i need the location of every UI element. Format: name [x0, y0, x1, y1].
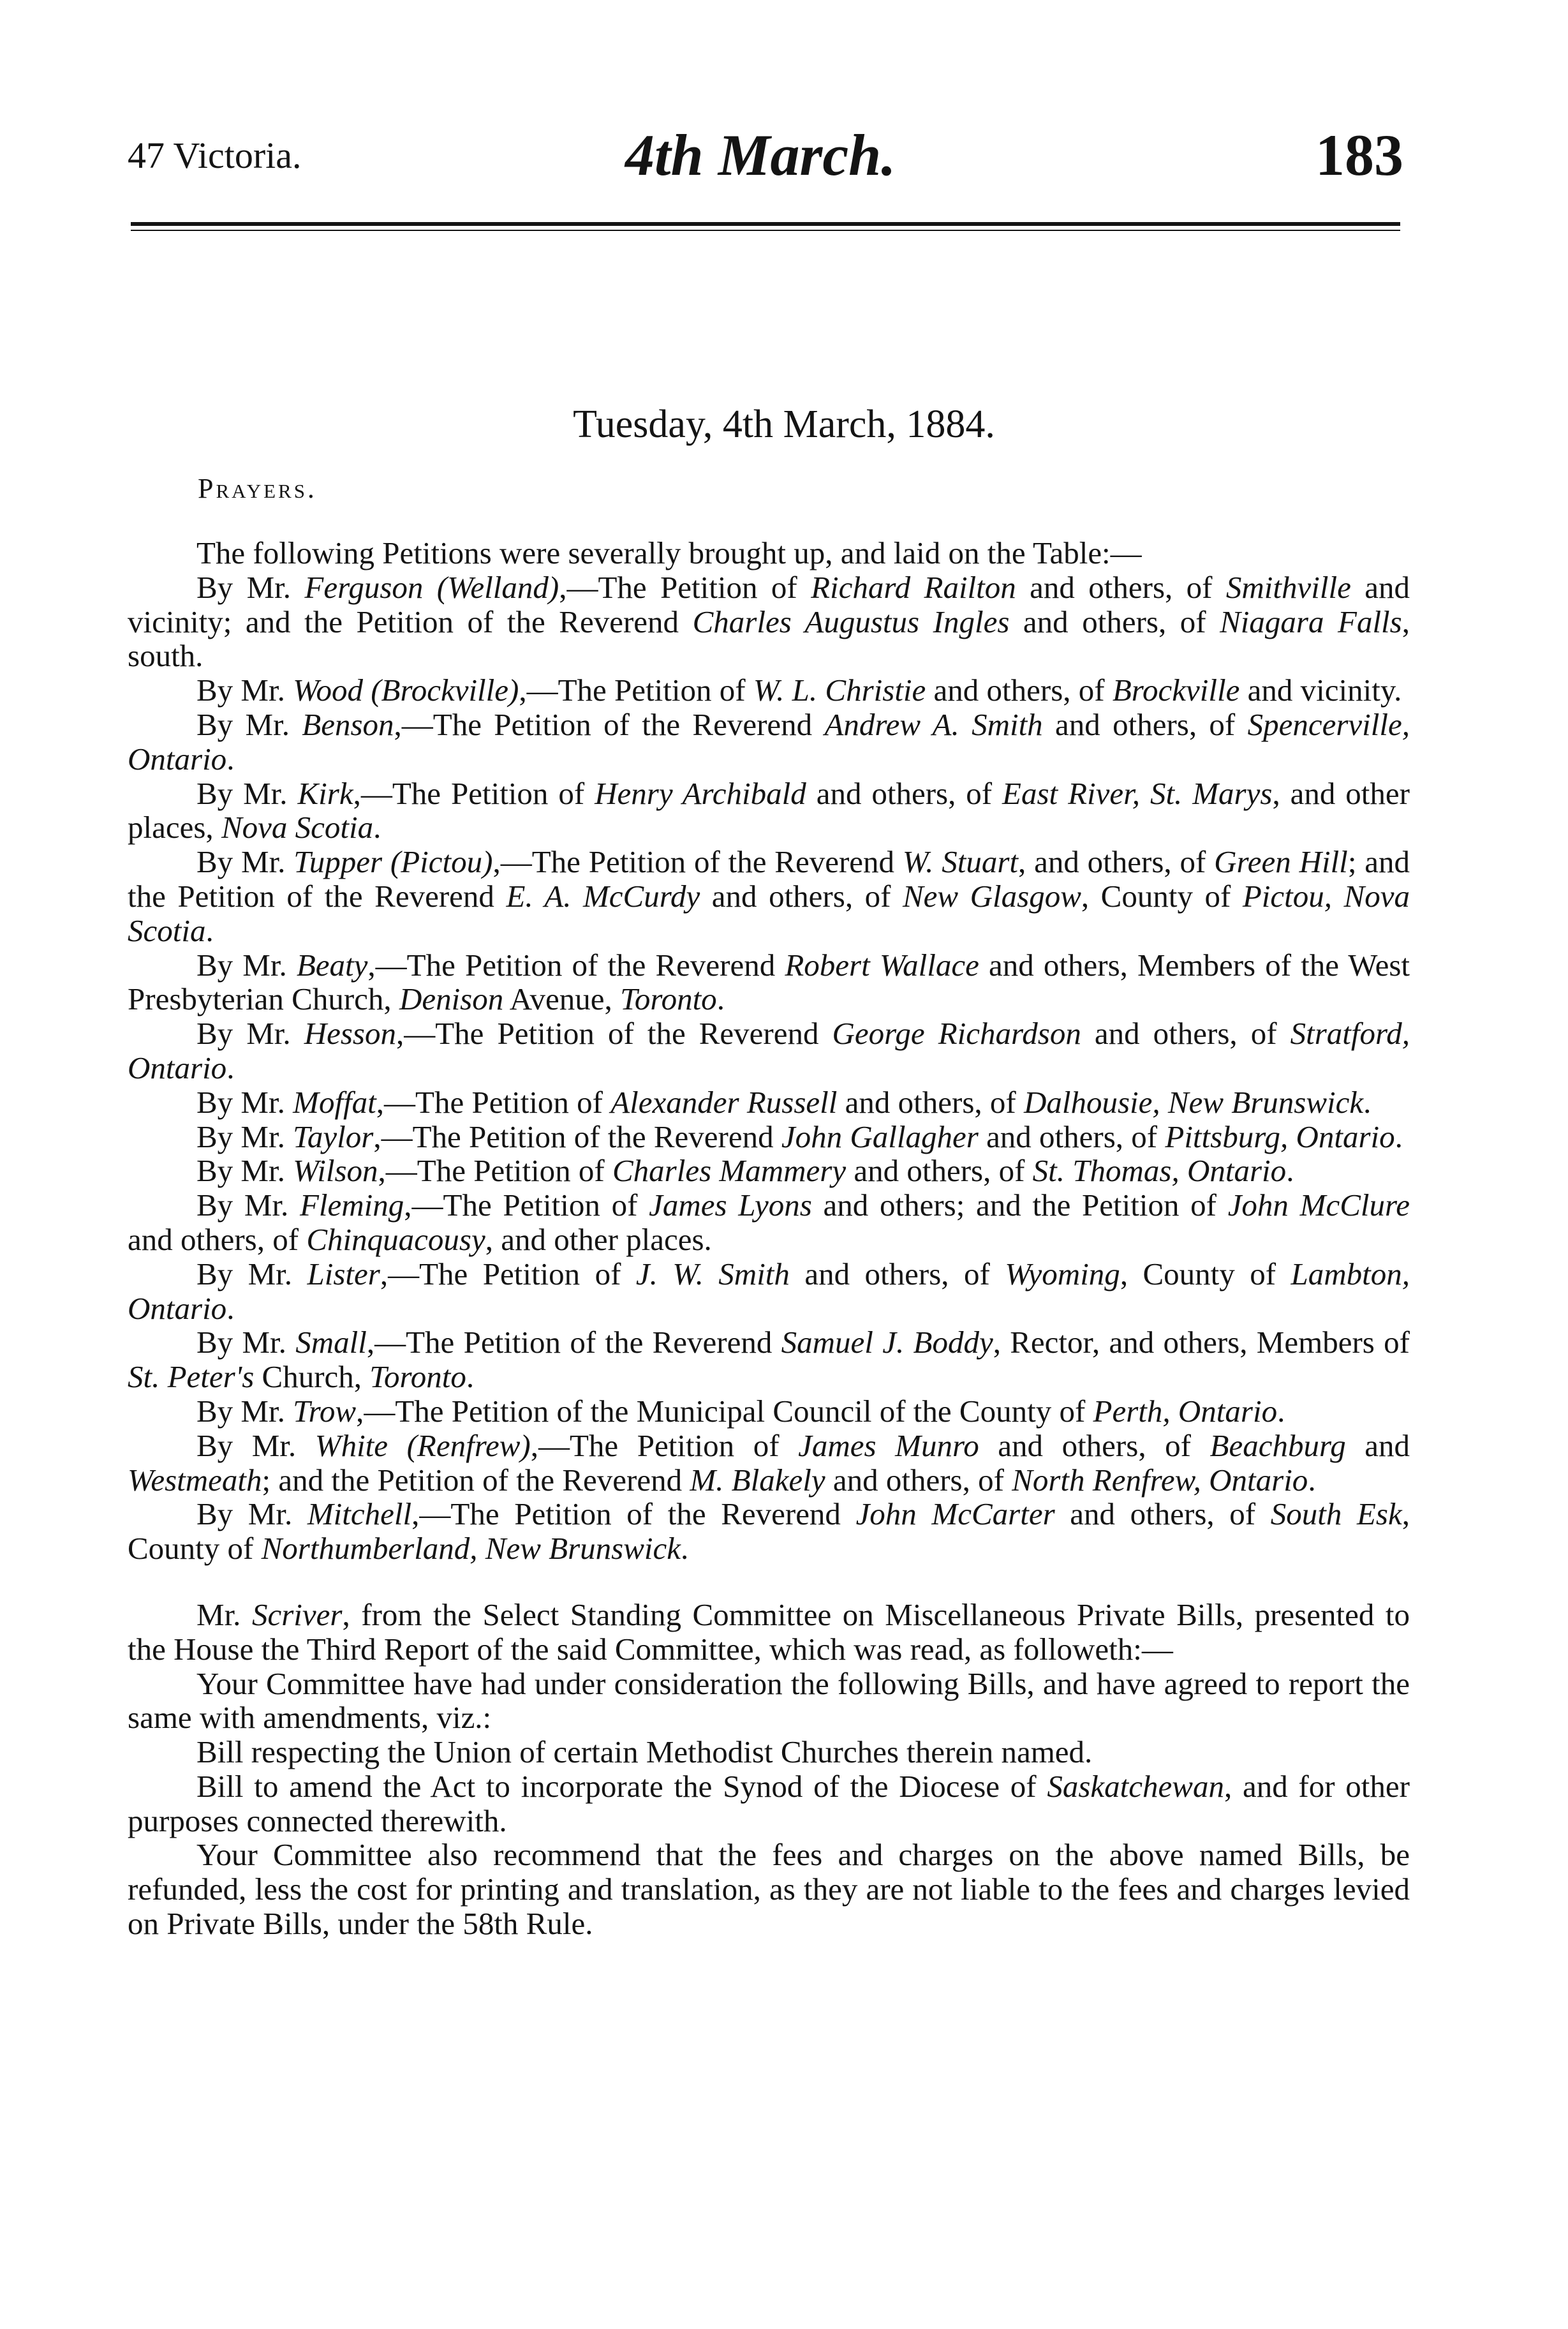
- text-segment: .: [1394, 1119, 1403, 1154]
- text-segment: By Mr.: [196, 1084, 293, 1120]
- text-segment: .: [466, 1359, 475, 1395]
- text-segment: .: [1286, 1153, 1294, 1189]
- text-segment: By Mr.: [196, 706, 302, 742]
- text-segment: , County of: [1081, 878, 1243, 914]
- italic-text: Charles Augustus Ingles: [692, 604, 1010, 639]
- text-segment: and others, of: [700, 878, 903, 914]
- text-segment: , and for other purposes connected therewith.: [128, 1768, 1410, 1838]
- italic-text: Nova Scotia: [221, 810, 374, 845]
- header-rule-thin: [131, 230, 1400, 231]
- paragraph: [128, 1085, 1410, 1120]
- text-segment: By Mr.: [196, 673, 293, 708]
- text-segment: By Mr.: [196, 1496, 307, 1532]
- text-segment: .: [226, 741, 235, 777]
- text-segment: ; and the Petition of the Reverend: [128, 844, 1410, 914]
- text-segment: ,—The Petition of: [404, 1187, 649, 1223]
- italic-text: George Richardson: [832, 1016, 1081, 1052]
- italic-text: Lister: [307, 1256, 380, 1291]
- text-segment: ,—The Petition of: [378, 1153, 612, 1189]
- italic-text: Niagara Falls: [1220, 604, 1402, 639]
- text-segment: .: [205, 912, 214, 948]
- text-segment: By Mr.: [196, 1187, 300, 1223]
- italic-text: Toronto: [620, 981, 717, 1017]
- text-segment: and others, of: [1081, 1016, 1291, 1052]
- text-segment: ,—The Petition of the Reverend: [367, 947, 785, 983]
- italic-text: Perth, Ontario: [1093, 1393, 1278, 1429]
- paragraph: [128, 536, 1410, 570]
- text-segment: .: [226, 1290, 235, 1326]
- paragraph: [128, 1735, 1410, 1769]
- italic-text: Green Hill: [1214, 844, 1348, 880]
- paragraph: [128, 948, 1410, 1017]
- text-segment: .: [681, 1531, 689, 1566]
- text-segment: ,—The Petition of: [559, 569, 811, 605]
- text-segment: , and other places,: [128, 775, 1410, 845]
- text-segment: ; and the Petition of the Reverend: [262, 1462, 690, 1498]
- text-segment: By Mr.: [196, 1016, 304, 1052]
- text-segment: and others, of: [1009, 604, 1220, 639]
- italic-text: Robert Wallace: [785, 947, 979, 983]
- text-segment: , south.: [128, 604, 1410, 674]
- paragraph: [128, 570, 1410, 673]
- text-segment: and others, of: [979, 1427, 1210, 1463]
- text-segment: and others, Members of the West Presbyterian Church,: [128, 947, 1410, 1017]
- italic-text: Beachburg: [1209, 1427, 1346, 1463]
- text-segment: By Mr.: [196, 947, 297, 983]
- date-heading: Tuesday, 4th March, 1884.: [573, 403, 995, 446]
- text-segment: and others, of: [926, 673, 1113, 708]
- italic-text: Saskatchewan: [1047, 1768, 1224, 1804]
- text-segment: and others, of: [846, 1153, 1033, 1189]
- text-segment: Bill to amend the Act to incorporate the Synod of the Diocese of: [196, 1768, 1047, 1804]
- italic-text: Moffat: [293, 1084, 376, 1120]
- text-segment: By Mr.: [196, 1256, 307, 1291]
- text-segment: By Mr.: [196, 844, 294, 880]
- italic-text: John McCarter: [855, 1496, 1055, 1532]
- italic-text: New Glasgow: [902, 878, 1081, 914]
- italic-text: Wyoming: [1005, 1256, 1120, 1291]
- text-segment: ,—The Petition of: [353, 775, 595, 811]
- running-header: [128, 121, 1403, 191]
- italic-text: Beaty: [296, 947, 368, 983]
- italic-text: Benson: [302, 706, 394, 742]
- text-segment: ,—The Petition of: [530, 1427, 799, 1463]
- text-segment: .: [1277, 1393, 1285, 1429]
- italic-text: James Lyons: [649, 1187, 812, 1223]
- prayers-heading: Prayers.: [198, 473, 317, 504]
- text-segment: By Mr.: [196, 1393, 293, 1429]
- text-segment: , County of: [1120, 1256, 1291, 1291]
- italic-text: Lambton, Ontario: [128, 1256, 1410, 1326]
- paragraph: [128, 1120, 1410, 1154]
- paragraph: [128, 845, 1410, 948]
- text-segment: , County of: [128, 1496, 1410, 1566]
- italic-text: St. Thomas, Ontario: [1032, 1153, 1287, 1189]
- paragraph: [128, 1394, 1410, 1429]
- italic-text: Henry Archibald: [595, 775, 806, 811]
- italic-text: Taylor: [293, 1119, 374, 1154]
- text-segment: and others, of: [978, 1119, 1165, 1154]
- paragraph: [128, 1838, 1410, 1940]
- text-segment: , Rector, and others, Members of: [993, 1325, 1410, 1360]
- italic-text: Andrew A. Smith: [824, 706, 1043, 742]
- text-segment: ,—The Petition of: [380, 1256, 636, 1291]
- text-segment: and vicinity.: [1239, 673, 1402, 708]
- text-segment: .: [1308, 1462, 1316, 1498]
- italic-text: Ferguson (Welland): [304, 569, 559, 605]
- italic-text: E. A. McCurdy: [506, 878, 700, 914]
- header-rule-thick: [131, 222, 1400, 226]
- italic-text: Fleming: [300, 1187, 404, 1223]
- text-segment: .: [1363, 1084, 1372, 1120]
- text-segment: ,—The Petition of the Reverend: [396, 1016, 832, 1052]
- italic-text: W. L. Christie: [753, 673, 926, 708]
- text-segment: , and others, of: [1018, 844, 1215, 880]
- paragraph: [128, 1429, 1410, 1498]
- text-segment: Your Committee also recommend that the fees and charges on the above named Bills, be refunded, less the cost for printing and translation, as they are not liable to the fees and charges levied on Private Bills, under the 58th Rule.: [128, 1837, 1410, 1942]
- italic-text: Richard Railton: [811, 569, 1016, 605]
- text-segment: Mr.: [196, 1596, 252, 1632]
- text-segment: and others, of: [789, 1256, 1005, 1291]
- paragraph: [128, 1325, 1410, 1394]
- italic-text: Dalhousie, New Brunswick: [1023, 1084, 1364, 1120]
- text-segment: and vicinity; and the Petition of the Reverend: [128, 569, 1410, 639]
- text-segment: By Mr.: [196, 1153, 293, 1189]
- italic-text: Mitchell: [307, 1496, 412, 1532]
- italic-text: Westmeath: [128, 1462, 262, 1498]
- page-number: 183: [1315, 123, 1403, 188]
- text-segment: and: [1345, 1427, 1410, 1463]
- text-segment: , and other places.: [485, 1221, 712, 1257]
- italic-text: Charles Mammery: [612, 1153, 847, 1189]
- text-segment: ,—The Petition of the Reverend: [394, 706, 825, 742]
- italic-text: Tupper (Pictou): [293, 844, 493, 880]
- italic-text: Alexander Russell: [610, 1084, 838, 1120]
- text-segment: Church,: [254, 1359, 370, 1395]
- text-segment: , from the Select Standing Committee on Miscellaneous Private Bills, presented to the House the Third Report of the said Committee, which was read, as followeth:—: [128, 1596, 1410, 1667]
- italic-text: Trow: [293, 1393, 357, 1429]
- text-segment: ,—The Petition of the Reverend: [373, 1119, 781, 1154]
- text-segment: and others, of: [1054, 1496, 1271, 1532]
- italic-text: Pictou, Nova Scotia: [128, 878, 1410, 948]
- italic-text: M. Blakely: [690, 1462, 825, 1498]
- italic-text: Smithville: [1225, 569, 1351, 605]
- text-segment: ,—The Petition of: [376, 1084, 611, 1120]
- paragraph: [128, 673, 1410, 708]
- paragraph: [128, 1497, 1410, 1566]
- text-segment: and others, of: [1016, 569, 1226, 605]
- text-segment: and others, of: [837, 1084, 1024, 1120]
- text-segment: .: [226, 1050, 235, 1085]
- header-date: 4th March.: [625, 123, 896, 188]
- italic-text: Brockville: [1112, 673, 1240, 708]
- text-segment: The following Petitions were severally brought up, and laid on the Table:—: [196, 535, 1142, 570]
- paragraph: [128, 1016, 1410, 1085]
- italic-text: Hesson: [304, 1016, 396, 1052]
- paragraph: [128, 1667, 1410, 1736]
- italic-text: Pittsburg, Ontario: [1165, 1119, 1395, 1154]
- text-segment: ,—The Petition of the Reverend: [411, 1496, 856, 1532]
- italic-text: Wilson: [293, 1153, 378, 1189]
- header-regnal-year: 47 Victoria.: [128, 135, 302, 176]
- italic-text: W. Stuart: [902, 844, 1019, 880]
- italic-text: White (Renfrew): [314, 1427, 531, 1463]
- text-segment: Avenue,: [503, 981, 621, 1017]
- text-segment: Your Committee have had under consideration the following Bills, and have agreed to report the same with amendments, viz.:: [128, 1665, 1410, 1736]
- journal-body: [128, 536, 1410, 1941]
- italic-text: Samuel J. Boddy: [781, 1325, 993, 1360]
- italic-text: Kirk: [297, 775, 353, 811]
- italic-text: Chinquacousy: [306, 1221, 485, 1257]
- text-segment: ,—The Petition of the Reverend: [492, 844, 903, 880]
- italic-text: J. W. Smith: [635, 1256, 790, 1291]
- paragraph: [128, 1257, 1410, 1326]
- text-segment: By Mr.: [196, 1427, 315, 1463]
- text-segment: .: [716, 981, 725, 1017]
- italic-text: Wood (Brockville): [293, 673, 519, 708]
- text-segment: and others, of: [825, 1462, 1012, 1498]
- paragraph: [128, 708, 1410, 777]
- italic-text: Spencerville, Ontario: [128, 706, 1410, 777]
- paragraph: [128, 1598, 1410, 1667]
- text-segment: ,—The Petition of: [519, 673, 753, 708]
- italic-text: Stratford, Ontario: [128, 1016, 1410, 1085]
- paragraph: [128, 1769, 1410, 1838]
- text-segment: and others, of: [128, 1221, 307, 1257]
- italic-text: Northumberland, New Brunswick: [261, 1531, 681, 1566]
- text-segment: By Mr.: [196, 775, 298, 811]
- text-segment: By Mr.: [196, 1325, 296, 1360]
- italic-text: St. Peter's: [128, 1359, 255, 1395]
- italic-text: John McClure: [1227, 1187, 1410, 1223]
- text-segment: and others, of: [1042, 706, 1248, 742]
- paragraph: [128, 1154, 1410, 1188]
- paragraph: [128, 777, 1410, 845]
- paragraph: [128, 1188, 1410, 1257]
- text-segment: By Mr.: [196, 1119, 293, 1154]
- italic-text: Denison: [399, 981, 504, 1017]
- text-segment: .: [373, 810, 381, 845]
- italic-text: Scriver: [251, 1596, 343, 1632]
- text-segment: and others; and the Petition of: [811, 1187, 1228, 1223]
- text-segment: Bill respecting the Union of certain Methodist Churches therein named.: [196, 1734, 1093, 1770]
- text-segment: ,—The Petition of the Municipal Council of the County of: [356, 1393, 1093, 1429]
- italic-text: South Esk: [1270, 1496, 1402, 1532]
- text-segment: and others, of: [806, 775, 1003, 811]
- text-segment: ,—The Petition of the Reverend: [366, 1325, 781, 1360]
- italic-text: North Renfrew, Ontario: [1012, 1462, 1308, 1498]
- italic-text: James Munro: [798, 1427, 979, 1463]
- italic-text: Toronto: [369, 1359, 466, 1395]
- italic-text: Small: [295, 1325, 367, 1360]
- italic-text: John Gallagher: [781, 1119, 979, 1154]
- italic-text: East River, St. Marys: [1002, 775, 1273, 811]
- text-segment: By Mr.: [196, 569, 305, 605]
